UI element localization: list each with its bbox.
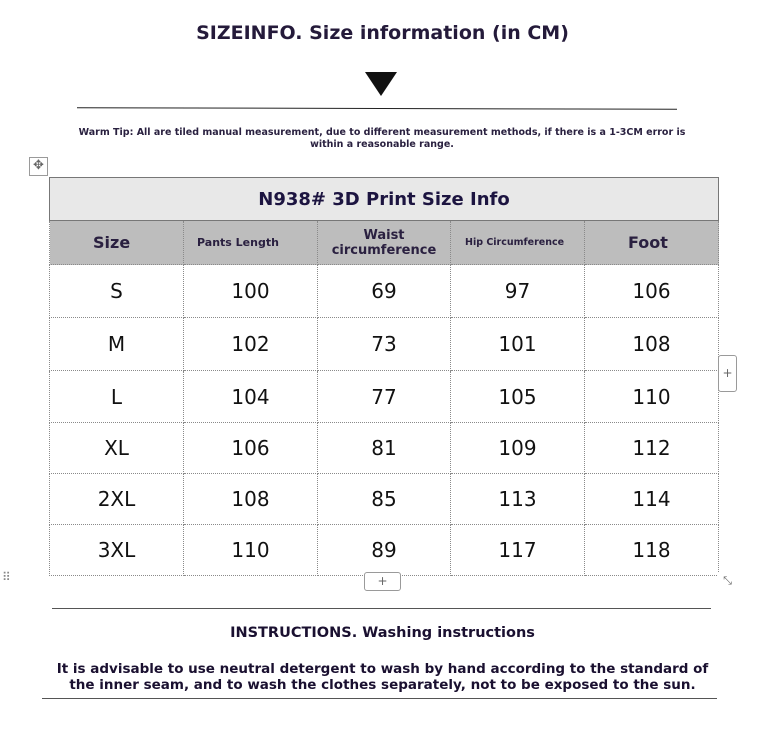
- cell-hip: 113: [451, 474, 585, 525]
- add-row-button[interactable]: +: [364, 572, 401, 591]
- cell-foot: 110: [585, 371, 719, 423]
- header-foot: Foot: [585, 221, 719, 265]
- cell-hip: 109: [451, 423, 585, 474]
- header-size: Size: [50, 221, 184, 265]
- add-column-button[interactable]: +: [718, 355, 737, 392]
- cell-waist: 73: [318, 318, 451, 371]
- divider: [52, 608, 711, 609]
- cell-pants-length: 100: [184, 265, 318, 318]
- header-pants-length: Pants Length: [184, 221, 318, 265]
- cell-foot: 108: [585, 318, 719, 371]
- divider: [42, 698, 717, 699]
- header-waist: Waist circumference: [318, 221, 451, 265]
- cell-foot: 106: [585, 265, 719, 318]
- table-row: [50, 423, 719, 474]
- warm-tip: Warm Tip: All are tiled manual measurement, due to different measurement methods, if there is a 1-3CM error is within a reasonable range.: [78, 127, 686, 150]
- cell-size: 3XL: [50, 525, 184, 576]
- page-title: SIZEINFO. Size information (in CM): [196, 22, 569, 44]
- cell-hip: 105: [451, 371, 585, 423]
- table-row: [50, 525, 719, 576]
- cell-size: S: [50, 265, 184, 318]
- resize-icon[interactable]: ⤡: [718, 572, 737, 591]
- cell-foot: 114: [585, 474, 719, 525]
- instructions-title: INSTRUCTIONS. Washing instructions: [230, 625, 535, 641]
- cell-pants-length: 102: [184, 318, 318, 371]
- cell-foot: 118: [585, 525, 719, 576]
- cell-waist: 85: [318, 474, 451, 525]
- table-move-icon[interactable]: ✥: [29, 157, 48, 176]
- cell-waist: 77: [318, 371, 451, 423]
- table-row: [50, 371, 719, 423]
- cell-foot: 112: [585, 423, 719, 474]
- cell-size: L: [50, 371, 184, 423]
- table-header-row: [50, 221, 719, 265]
- cell-size: XL: [50, 423, 184, 474]
- table-row: [50, 265, 719, 318]
- divider: [77, 107, 677, 110]
- table-row: [50, 318, 719, 371]
- cell-hip: 97: [451, 265, 585, 318]
- down-arrow-icon: [365, 72, 397, 96]
- cell-waist: 69: [318, 265, 451, 318]
- drag-handle-icon[interactable]: ⠿: [2, 570, 10, 584]
- cell-hip: 117: [451, 525, 585, 576]
- cell-size: 2XL: [50, 474, 184, 525]
- cell-pants-length: 104: [184, 371, 318, 423]
- cell-hip: 101: [451, 318, 585, 371]
- cell-pants-length: 108: [184, 474, 318, 525]
- instructions-body: It is advisable to use neutral detergent to wash by hand according to the standard of the inner seam, and to wash the clothes separately, not to be exposed to the sun.: [56, 661, 709, 693]
- table-caption: N938# 3D Print Size Info: [50, 178, 719, 221]
- cell-pants-length: 106: [184, 423, 318, 474]
- table-row: [50, 474, 719, 525]
- cell-waist: 81: [318, 423, 451, 474]
- size-table: [49, 177, 719, 576]
- cell-pants-length: 110: [184, 525, 318, 576]
- cell-size: M: [50, 318, 184, 371]
- header-hip: Hip Circumference: [451, 221, 585, 265]
- cell-waist: 89: [318, 525, 451, 576]
